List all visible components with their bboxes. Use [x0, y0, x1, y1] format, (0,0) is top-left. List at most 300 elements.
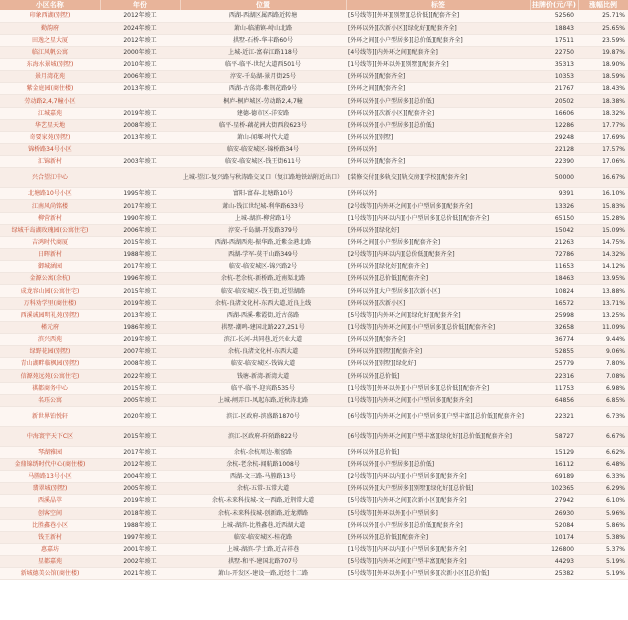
location-cell: 上城-湖滨-比胜鑫巷,近西湖大道	[180, 519, 346, 531]
rise-percent-cell: 17.69%	[578, 131, 628, 143]
completion-year-cell: 2015年竣工	[100, 285, 180, 297]
tags-cell: [外环以外][次新小区]	[346, 297, 530, 309]
listing-price-cell: 11653	[530, 261, 578, 273]
rise-percent-cell: 17.77%	[578, 119, 628, 131]
completion-year-cell: 2012年竣工	[100, 34, 180, 46]
listing-price-cell: 22390	[530, 156, 578, 168]
location-cell: 桐庐-桐庐城区-劳动路2,4,7幢	[180, 95, 346, 107]
table-row	[0, 200, 628, 212]
rise-percent-cell: 23.59%	[578, 34, 628, 46]
completion-year-cell: 2021年竣工	[100, 568, 180, 580]
table-row	[0, 471, 628, 483]
listing-price-cell: 25998	[530, 309, 578, 321]
location-cell: 淳安-千岛湖-开发路379号	[180, 224, 346, 236]
table-row	[0, 144, 628, 156]
community-name-cell: 星都嘉苑	[0, 556, 100, 568]
table-row	[0, 556, 628, 568]
rise-percent-cell: 7.08%	[578, 370, 628, 382]
completion-year-cell: 1996年竣工	[100, 273, 180, 285]
location-cell: 余杭-良渚文化村-东西大道	[180, 346, 346, 358]
rise-percent-cell: 19.87%	[578, 46, 628, 58]
completion-year-cell: 2019年竣工	[100, 297, 180, 309]
completion-year-cell: 2017年竣工	[100, 200, 180, 212]
table-row	[0, 22, 628, 34]
listing-price-cell: 16606	[530, 107, 578, 119]
completion-year-cell	[100, 168, 180, 188]
rise-percent-cell: 6.62%	[578, 446, 628, 458]
community-name-cell: 比胜鑫巷小区	[0, 519, 100, 531]
community-name-cell: 东海水景城(别墅)	[0, 59, 100, 71]
tags-cell: [5号线等][外环以外][小户型居多]	[346, 507, 530, 519]
location-cell: 西湖-西溪-紫霞街,近古荡路	[180, 309, 346, 321]
rise-percent-cell: 13.25%	[578, 309, 628, 321]
table-row	[0, 446, 628, 458]
listing-price-cell: 26930	[530, 507, 578, 519]
location-cell: 余杭-良渚文化村-东西大道,近良上线	[180, 297, 346, 309]
column-header-year: 年份	[100, 0, 180, 10]
column-header-rise: 涨幅比例	[578, 0, 628, 10]
completion-year-cell: 2017年竣工	[100, 446, 180, 458]
community-name-cell: 江城嘉苑	[0, 107, 100, 119]
column-header-tags: 标签	[346, 0, 530, 10]
listing-price-cell: 102365	[530, 483, 578, 495]
tags-cell: [1号线等][内环以内][小户型居多][总价低][配套齐全]	[346, 212, 530, 224]
table-body	[0, 10, 628, 580]
listing-price-cell: 21263	[530, 236, 578, 248]
rise-percent-cell: 6.85%	[578, 394, 628, 406]
location-cell: 临平-临平-迎宾路535号	[180, 382, 346, 394]
rise-percent-cell: 13.88%	[578, 285, 628, 297]
listing-price-cell: 11753	[530, 382, 578, 394]
completion-year-cell: 1986年竣工	[100, 321, 180, 333]
location-cell: 临平-星桥-藕花洲大街西段623号	[180, 119, 346, 131]
tags-cell: [外环以外][次新小区][绿化好][配套齐全]	[346, 22, 530, 34]
table-row	[0, 168, 628, 188]
tags-cell: [装修交付][多轨交][轨交房][学校][配套齐全]	[346, 168, 530, 188]
listing-price-cell: 27942	[530, 495, 578, 507]
tags-cell: [外环之间][小户型居多][配套齐全]	[346, 236, 530, 248]
community-name-cell: 新城德美公馆(商住楼)	[0, 568, 100, 580]
location-cell: 萧山-闻堰-时代大道	[180, 131, 346, 143]
community-name-cell: 江南风尚铭楼	[0, 200, 100, 212]
listing-price-cell: 50000	[530, 168, 578, 188]
completion-year-cell: 2012年竣工	[100, 10, 180, 22]
table-row	[0, 346, 628, 358]
listing-price-cell: 22750	[530, 46, 578, 58]
tags-cell: [6号线等][内外环之间][户型丰富][绿化好][总价低][配套齐全]	[346, 426, 530, 446]
location-cell: 余杭-未来科技城-创新路,近龙潭路	[180, 507, 346, 519]
community-name-cell: 惠嘉坊	[0, 543, 100, 555]
completion-year-cell: 2005年竣工	[100, 483, 180, 495]
location-cell: 临安-临安城区-锦兴路2号	[180, 261, 346, 273]
tags-cell: [1号线等][内环以内][小户型居多][配套齐全]	[346, 543, 530, 555]
listing-price-cell: 22321	[530, 406, 578, 426]
tags-cell: [外环以外][配套齐全]	[346, 156, 530, 168]
tags-cell: [外环以外][配套齐全]	[346, 71, 530, 83]
listing-price-cell: 52855	[530, 346, 578, 358]
tags-cell: [5号线等][外环][别墅][总价低][配套齐全]	[346, 10, 530, 22]
rise-percent-cell: 6.98%	[578, 382, 628, 394]
rise-percent-cell: 9.06%	[578, 346, 628, 358]
community-name-cell: 绿野花园(别墅)	[0, 346, 100, 358]
community-name-cell: 祺都商务中心	[0, 382, 100, 394]
table-row	[0, 531, 628, 543]
listing-price-cell: 52084	[530, 519, 578, 531]
rise-percent-cell: 18.38%	[578, 95, 628, 107]
tags-cell: [外环以外][配套齐全]	[346, 334, 530, 346]
location-cell: 上城-望江-复兴路与秋涛路交叉口（复江路地铁站附近出口）	[180, 168, 346, 188]
community-name-cell: 成龙容山园(公寓住宅)	[0, 285, 100, 297]
tags-cell: [5号线等][外环以外][小户型居多][次新小区][总价低]	[346, 568, 530, 580]
completion-year-cell	[100, 144, 180, 156]
location-cell: 余杭-五常-五常大道	[180, 483, 346, 495]
listing-price-cell: 12286	[530, 119, 578, 131]
tags-cell: [6号线等][内外环之间][小户型居多][户型丰富][总价低][配套齐全]	[346, 406, 530, 426]
rise-percent-cell: 25.65%	[578, 22, 628, 34]
rise-percent-cell: 18.59%	[578, 71, 628, 83]
community-name-cell: 华艺星天地	[0, 119, 100, 131]
column-header-name: 小区名称	[0, 0, 100, 10]
completion-year-cell: 1997年竣工	[100, 531, 180, 543]
location-cell: 临安-临安城区-钱王街,近望湖路	[180, 285, 346, 297]
rise-percent-cell: 18.90%	[578, 59, 628, 71]
header-row	[0, 0, 628, 10]
tags-cell: [外环以外][别墅][绿化好]	[346, 358, 530, 370]
location-cell: 萧山-钱江世纪城-利华路633号	[180, 200, 346, 212]
completion-year-cell: 2020年竣工	[100, 406, 180, 426]
tags-cell: [外环以外][别墅][配套齐全]	[346, 346, 530, 358]
listing-price-cell: 32658	[530, 321, 578, 333]
rise-percent-cell: 15.28%	[578, 212, 628, 224]
table-row	[0, 107, 628, 119]
community-name-cell: 滨兴西苑	[0, 334, 100, 346]
rise-percent-cell: 5.86%	[578, 519, 628, 531]
completion-year-cell: 2022年竣工	[100, 370, 180, 382]
table-header	[0, 0, 628, 10]
community-name-cell: 景月湾花苑	[0, 71, 100, 83]
table-row	[0, 188, 628, 200]
table-row	[0, 119, 628, 131]
table-row	[0, 309, 628, 321]
table-row	[0, 224, 628, 236]
listing-price-cell: 15042	[530, 224, 578, 236]
completion-year-cell: 2008年竣工	[100, 119, 180, 131]
community-name-cell: 信源苑远苑(公寓住宅)	[0, 370, 100, 382]
rise-percent-cell: 17.57%	[578, 144, 628, 156]
location-cell: 余杭-老余杭-新桥路,近南渠北路	[180, 273, 346, 285]
completion-year-cell: 1988年竣工	[100, 249, 180, 261]
completion-year-cell: 2010年竣工	[100, 59, 180, 71]
listing-price-cell: 25382	[530, 568, 578, 580]
listing-price-cell: 44293	[530, 556, 578, 568]
completion-year-cell: 2005年竣工	[100, 394, 180, 406]
location-cell: 临平-临平-世纪大道西501号	[180, 59, 346, 71]
listing-price-cell: 58727	[530, 426, 578, 446]
completion-year-cell: 2004年竣工	[100, 471, 180, 483]
rise-percent-cell: 13.95%	[578, 273, 628, 285]
tags-cell: [外环以外][小户型居多][总价低]	[346, 95, 530, 107]
listing-price-cell: 15129	[530, 446, 578, 458]
community-name-cell: 吉鸿时代商厦	[0, 236, 100, 248]
community-name-cell: 绿城千岛湖玫瑰园(公寓住宅)	[0, 224, 100, 236]
tags-cell: [外环之间][配套齐全]	[346, 83, 530, 95]
community-name-cell: 琴湖雅园	[0, 446, 100, 458]
tags-cell: [1号线等][外环以外][小户型居多][总价低][配套齐全]	[346, 382, 530, 394]
listing-price-cell: 22128	[530, 144, 578, 156]
completion-year-cell: 2018年竣工	[100, 507, 180, 519]
community-name-cell: 御城涵园	[0, 261, 100, 273]
listing-price-cell: 52560	[530, 10, 578, 22]
table-row	[0, 95, 628, 107]
rise-percent-cell: 17.06%	[578, 156, 628, 168]
table-row	[0, 273, 628, 285]
listing-price-cell: 13326	[530, 200, 578, 212]
tags-cell: [外环以外]	[346, 144, 530, 156]
location-cell: 淳安-千岛湖-景月街25号	[180, 71, 346, 83]
rise-percent-cell: 16.10%	[578, 188, 628, 200]
rise-percent-cell: 15.09%	[578, 224, 628, 236]
table-row	[0, 568, 628, 580]
tags-cell: [外环以外][次新小区][配套齐全]	[346, 107, 530, 119]
completion-year-cell: 2006年竣工	[100, 71, 180, 83]
rise-percent-cell: 18.32%	[578, 107, 628, 119]
community-name-cell: 马塍路13号小区	[0, 471, 100, 483]
tags-cell: [外环以外][大户型居多][别墅][绿化好][总价低]	[346, 483, 530, 495]
community-name-cell: 日晖新村	[0, 249, 100, 261]
rise-percent-cell: 6.33%	[578, 471, 628, 483]
location-cell: 西湖-西湖区属西路近转塘	[180, 10, 346, 22]
completion-year-cell: 2015年竣工	[100, 382, 180, 394]
location-cell: 拱墅-潮鸣-建国北路227,251号	[180, 321, 346, 333]
location-cell: 西湖-文三路-马塍路13号	[180, 471, 346, 483]
listing-price-cell: 18463	[530, 273, 578, 285]
community-name-cell: 新世界铂悦轩	[0, 406, 100, 426]
listing-price-cell: 16112	[530, 459, 578, 471]
completion-year-cell: 2007年竣工	[100, 346, 180, 358]
location-cell: 临安-临安城区-桂花路	[180, 531, 346, 543]
rise-percent-cell: 6.48%	[578, 459, 628, 471]
community-name-cell: 临江风帆公寓	[0, 46, 100, 58]
listing-price-cell: 17511	[530, 34, 578, 46]
table-row	[0, 71, 628, 83]
listing-price-cell: 9391	[530, 188, 578, 200]
completion-year-cell: 2006年竣工	[100, 224, 180, 236]
table-row	[0, 156, 628, 168]
table-row	[0, 46, 628, 58]
completion-year-cell: 1995年竣工	[100, 188, 180, 200]
rise-percent-cell: 7.80%	[578, 358, 628, 370]
listing-price-cell: 20502	[530, 95, 578, 107]
completion-year-cell: 2013年竣工	[100, 309, 180, 321]
location-cell: 滨江-区政府-阡陌路822号	[180, 426, 346, 446]
rise-percent-cell: 18.43%	[578, 83, 628, 95]
table-row	[0, 406, 628, 426]
completion-year-cell: 2015年竣工	[100, 236, 180, 248]
rise-percent-cell: 14.75%	[578, 236, 628, 248]
completion-year-cell: 2012年竣工	[100, 459, 180, 471]
rise-percent-cell: 9.44%	[578, 334, 628, 346]
table-row	[0, 370, 628, 382]
tags-cell: [2号线等][内外环之间][小户型居多][配套齐全]	[346, 200, 530, 212]
tags-cell: [外环以外][大户型居多][次新小区]	[346, 285, 530, 297]
community-name-cell: 金源公寓(余杭)	[0, 273, 100, 285]
location-cell: 萧山-临浦镇-峙山北路	[180, 22, 346, 34]
completion-year-cell: 2019年竣工	[100, 334, 180, 346]
rise-percent-cell: 6.10%	[578, 495, 628, 507]
community-name-cell: 万科劝学里(商住楼)	[0, 297, 100, 309]
tags-cell: [外环以外][小户型居多][总价低]	[346, 459, 530, 471]
completion-year-cell: 2001年竣工	[100, 543, 180, 555]
rise-percent-cell: 5.38%	[578, 531, 628, 543]
completion-year-cell	[100, 95, 180, 107]
location-cell: 钱塘-新湾-新湾大道	[180, 370, 346, 382]
table-row	[0, 483, 628, 495]
community-name-cell: 奇要家苑(别墅)	[0, 131, 100, 143]
completion-year-cell: 2017年竣工	[100, 261, 180, 273]
completion-year-cell: 1988年竣工	[100, 519, 180, 531]
table-row	[0, 249, 628, 261]
listing-price-cell: 10824	[530, 285, 578, 297]
community-name-cell: 汇锦新村	[0, 156, 100, 168]
completion-year-cell: 1990年竣工	[100, 212, 180, 224]
tags-cell: [1号线等][内外环之间][小户型居多][配套齐全]	[346, 394, 530, 406]
listing-price-cell: 36774	[530, 334, 578, 346]
tags-cell: [外环之间][小户型居多][总价低][配套齐全]	[346, 34, 530, 46]
listing-price-cell: 16572	[530, 297, 578, 309]
rise-percent-cell: 6.29%	[578, 483, 628, 495]
table-row	[0, 285, 628, 297]
table-row	[0, 261, 628, 273]
tags-cell: [外环以外][小户型居多][总价低][配套齐全]	[346, 519, 530, 531]
rise-percent-cell: 25.71%	[578, 10, 628, 22]
rise-percent-cell: 11.09%	[578, 321, 628, 333]
completion-year-cell: 2015年竣工	[100, 426, 180, 446]
listing-price-cell: 69189	[530, 471, 578, 483]
completion-year-cell: 2008年竣工	[100, 358, 180, 370]
location-cell: 建德-德市区-洋安路	[180, 107, 346, 119]
table-row	[0, 321, 628, 333]
table-row	[0, 83, 628, 95]
column-header-price: 挂牌价(元/平)	[530, 0, 578, 10]
listing-price-cell: 29248	[530, 131, 578, 143]
community-name-cell: 西溪诚园明礼苑(别墅)	[0, 309, 100, 321]
community-name-cell: 槿元府	[0, 321, 100, 333]
tags-cell: [4号线等][内外环之间][配套齐全]	[346, 46, 530, 58]
listing-price-cell: 126800	[530, 543, 578, 555]
table-row	[0, 495, 628, 507]
rise-percent-cell: 5.96%	[578, 507, 628, 519]
table-row	[0, 131, 628, 143]
location-cell: 拱墅-和平-建国北路707号	[180, 556, 346, 568]
listing-price-cell: 35313	[530, 59, 578, 71]
community-name-cell: 柳营新村	[0, 212, 100, 224]
listing-price-cell: 64856	[530, 394, 578, 406]
tags-cell: [2号线等][内环以内][总价低][配套齐全]	[346, 249, 530, 261]
listing-price-cell: 25779	[530, 358, 578, 370]
table-row	[0, 507, 628, 519]
table-row	[0, 358, 628, 370]
rise-percent-cell: 6.67%	[578, 426, 628, 446]
tags-cell: [外环以外][总价低]	[346, 446, 530, 458]
community-name-cell: 兴合望江中心	[0, 168, 100, 188]
location-cell: 西湖-古荡湾-紫荆花路9号	[180, 83, 346, 95]
completion-year-cell: 2019年竣工	[100, 495, 180, 507]
tags-cell: [5号线等][内外环之间][户型丰富][配套齐全]	[346, 556, 530, 568]
table-row	[0, 426, 628, 446]
location-cell: 滨江-区政府-滨盛路1870号	[180, 406, 346, 426]
community-name-cell: 中海寰宇天下C区	[0, 426, 100, 446]
community-name-cell: 西溪晶萃	[0, 495, 100, 507]
rise-percent-cell: 14.12%	[578, 261, 628, 273]
community-name-cell: 北塘路10号小区	[0, 188, 100, 200]
table-row	[0, 334, 628, 346]
location-cell: 西湖-西湖西苑-振华路,近紫金港北路	[180, 236, 346, 248]
community-name-cell: 印象西湖(别墅)	[0, 10, 100, 22]
rise-percent-cell: 6.73%	[578, 406, 628, 426]
location-cell: 滨江-长河-共同巷,近兴业大道	[180, 334, 346, 346]
tags-cell: [2号线等][内环以内][小户型居多][配套齐全]	[346, 471, 530, 483]
tags-cell: [外环以外][总价低][配套齐全]	[346, 273, 530, 285]
listing-price-cell: 72786	[530, 249, 578, 261]
location-cell: 余杭-未来科技城-文一西路,近荆常大道	[180, 495, 346, 507]
location-cell: 富阳-富春-北塘路10号	[180, 188, 346, 200]
tags-cell: [1号线等][外环以外][别墅][配套齐全]	[346, 59, 530, 71]
completion-year-cell: 2013年竣工	[100, 83, 180, 95]
table-row	[0, 212, 628, 224]
rise-percent-cell: 13.71%	[578, 297, 628, 309]
table-row	[0, 34, 628, 46]
rise-percent-cell: 5.37%	[578, 543, 628, 555]
table-row	[0, 394, 628, 406]
rise-percent-cell: 15.83%	[578, 200, 628, 212]
community-name-cell: 田逸之星大厦	[0, 34, 100, 46]
completion-year-cell: 2000年竣工	[100, 46, 180, 58]
rise-percent-cell: 5.19%	[578, 556, 628, 568]
community-name-cell: 钱王新村	[0, 531, 100, 543]
location-cell: 临安-临安城区-钱王街611号	[180, 156, 346, 168]
completion-year-cell: 2019年竣工	[100, 107, 180, 119]
table-row	[0, 10, 628, 22]
listing-price-cell: 10174	[530, 531, 578, 543]
location-cell: 上城-闸弄口-凤起东路,近秋涛北路	[180, 394, 346, 406]
community-name-cell: 翡翠城(别墅)	[0, 483, 100, 495]
tags-cell: [外环以外][绿化好][配套齐全]	[346, 261, 530, 273]
community-name-cell: 创客空间	[0, 507, 100, 519]
listing-price-cell: 21767	[530, 83, 578, 95]
tags-cell: [外环以外][绿化好]	[346, 224, 530, 236]
location-cell: 上城-湖滨-学士路,近吉祥巷	[180, 543, 346, 555]
tags-cell: [外环以外][总价低]	[346, 370, 530, 382]
tags-cell: [外环以外][小户型居多][总价低]	[346, 119, 530, 131]
table-row	[0, 459, 628, 471]
community-name-cell: 青山湖畔临枫园(别墅)	[0, 358, 100, 370]
completion-year-cell: 2024年竣工	[100, 22, 180, 34]
table-row	[0, 543, 628, 555]
location-cell: 临安-临安城区-锦桥路34号	[180, 144, 346, 156]
location-cell: 余杭-老余杭-闻航路1008号	[180, 459, 346, 471]
completion-year-cell: 2002年竣工	[100, 556, 180, 568]
listing-price-cell: 22316	[530, 370, 578, 382]
community-name-cell: 金鼎锦绣时代中心(商住楼)	[0, 459, 100, 471]
location-cell: 上城-湖滨-柳营路1号	[180, 212, 346, 224]
table-row	[0, 236, 628, 248]
listing-price-cell: 65150	[530, 212, 578, 224]
table-row	[0, 59, 628, 71]
community-name-cell: 劳动路2,4,7幢小区	[0, 95, 100, 107]
location-cell: 上城-近江-富春江路118号	[180, 46, 346, 58]
tags-cell: [外环以外][别墅]	[346, 131, 530, 143]
table-row	[0, 297, 628, 309]
